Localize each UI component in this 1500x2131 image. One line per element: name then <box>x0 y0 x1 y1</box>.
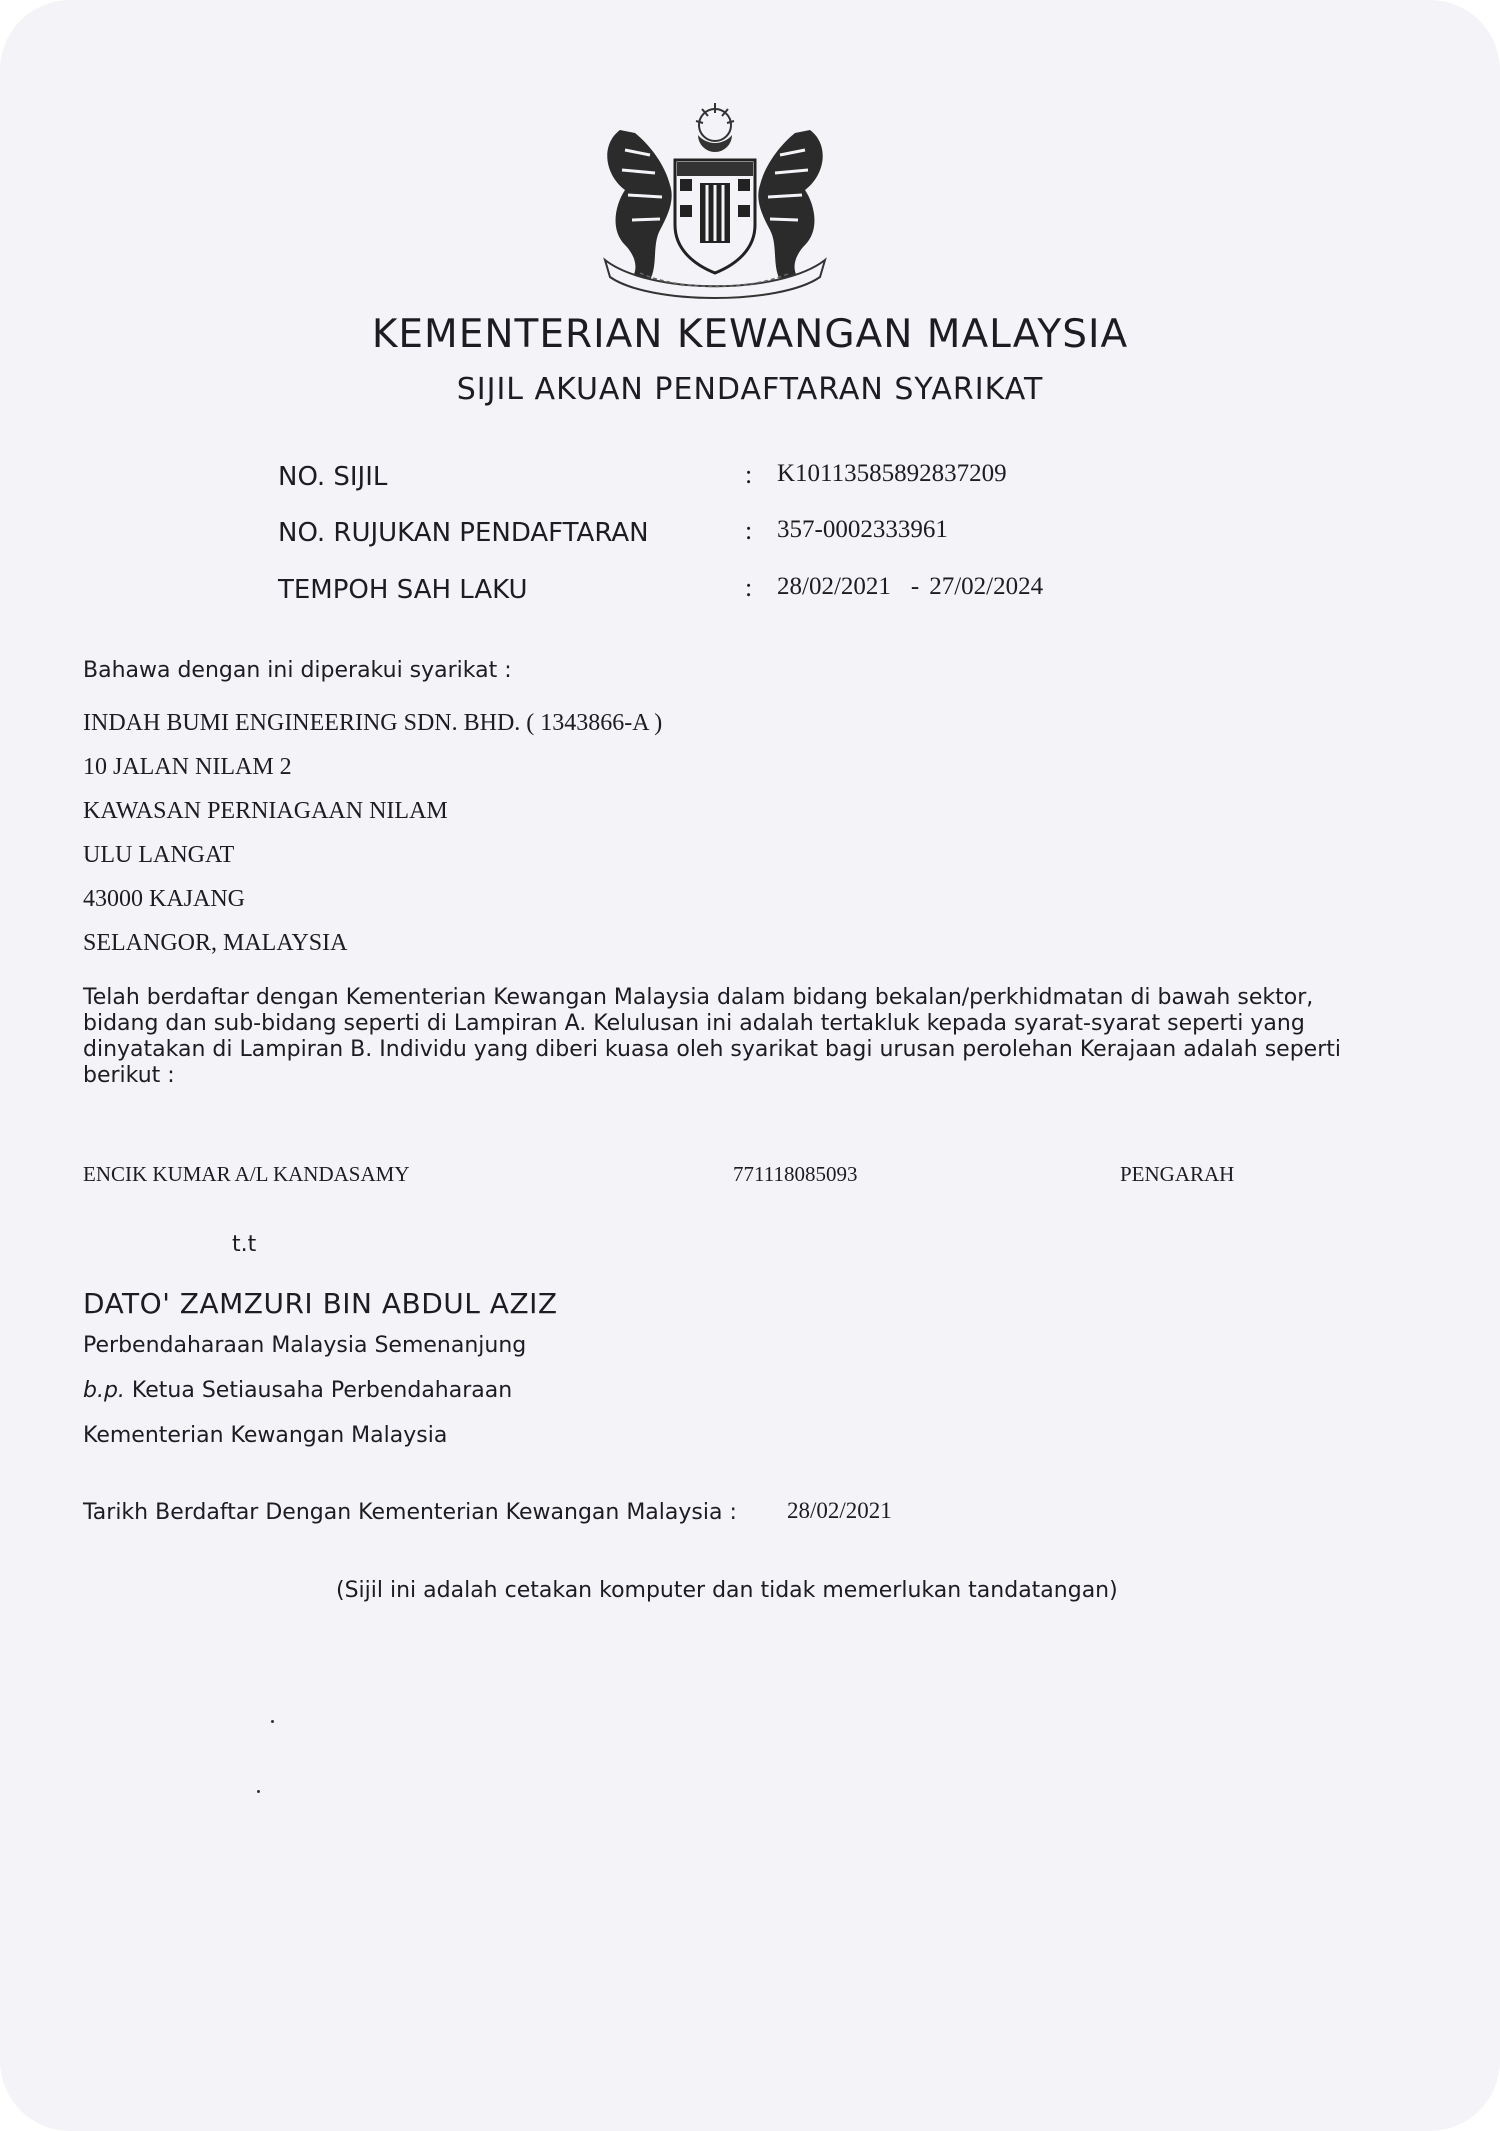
company-address-line: 43000 KAJANG <box>83 886 245 912</box>
malaysia-coat-of-arms-icon <box>580 95 850 305</box>
registration-date-value: 28/02/2021 <box>787 1498 892 1523</box>
reference-number-value: 357-0002333961 <box>777 516 948 543</box>
scan-speck <box>257 1790 260 1793</box>
company-address-line: ULU LANGAT <box>83 842 235 868</box>
signer-on-behalf <box>83 1378 512 1403</box>
company-address-line: SELANGOR, MALAYSIA <box>83 930 348 956</box>
validity-period-label: TEMPOH SAH LAKU <box>278 575 528 605</box>
validity-period-value <box>777 573 1043 601</box>
registration-date-label: Tarikh Berdaftar Dengan Kementerian Kewangan Malaysia : <box>83 1500 737 1525</box>
authorized-person-id: 771118085093 <box>733 1162 858 1186</box>
company-address-line: KAWASAN PERNIAGAAN NILAM <box>83 798 448 824</box>
authorized-person-name: ENCIK KUMAR A/L KANDASAMY <box>83 1162 410 1186</box>
signer-ministry: Kementerian Kewangan Malaysia <box>83 1423 448 1448</box>
bp-abbrev: b.p. <box>83 1378 125 1403</box>
intro-text: Bahawa dengan ini diperakui syarikat : <box>83 658 512 683</box>
cert-number-label: NO. SIJIL <box>278 462 388 492</box>
computer-generated-note: (Sijil ini adalah cetakan komputer dan tidak memerlukan tandatangan) <box>336 1578 1118 1603</box>
signer-name: DATO' ZAMZURI BIN ABDUL AZIZ <box>83 1287 558 1320</box>
scan-speck <box>271 1720 274 1723</box>
validity-period-colon: : <box>745 573 753 602</box>
signed-marker: t.t <box>232 1232 257 1257</box>
cert-number-colon: : <box>745 460 753 489</box>
validity-start-date: 28/02/2021 <box>777 573 891 600</box>
validity-dash: - <box>910 573 920 600</box>
validity-end-date: 27/02/2024 <box>929 573 1044 600</box>
signer-office: Perbendaharaan Malaysia Semenanjung <box>83 1333 527 1358</box>
ministry-title: KEMENTERIAN KEWANGAN MALAYSIA <box>371 312 1129 357</box>
registration-paragraph: Telah berdaftar dengan Kementerian Kewangan Malaysia dalam bidang bekalan/perkhidmatan di bawah sektor, bidang dan sub-bidang seperti di Lampiran A. Kelulusan ini adalah tertakluk kepada syarat-syarat seperti yang dinyatakan di Lampiran B. Individu yang diberi kuasa oleh syarikat bagi urusan perolehan Kerajaan adalah seperti berikut : <box>83 985 1341 1088</box>
signer-title: Ketua Setiausaha Perbendaharaan <box>131 1378 513 1403</box>
company-name: INDAH BUMI ENGINEERING SDN. BHD. ( 1343866-A ) <box>83 710 663 736</box>
reference-number-label: NO. RUJUKAN PENDAFTARAN <box>278 518 649 548</box>
certificate-title: SIJIL AKUAN PENDAFTARAN SYARIKAT <box>456 372 1044 407</box>
authorized-person-position: PENGARAH <box>1120 1162 1235 1186</box>
cert-number-value: K10113585892837209 <box>777 460 1007 487</box>
reference-number-colon: : <box>745 516 753 545</box>
company-address-line: 10 JALAN NILAM 2 <box>83 754 292 780</box>
